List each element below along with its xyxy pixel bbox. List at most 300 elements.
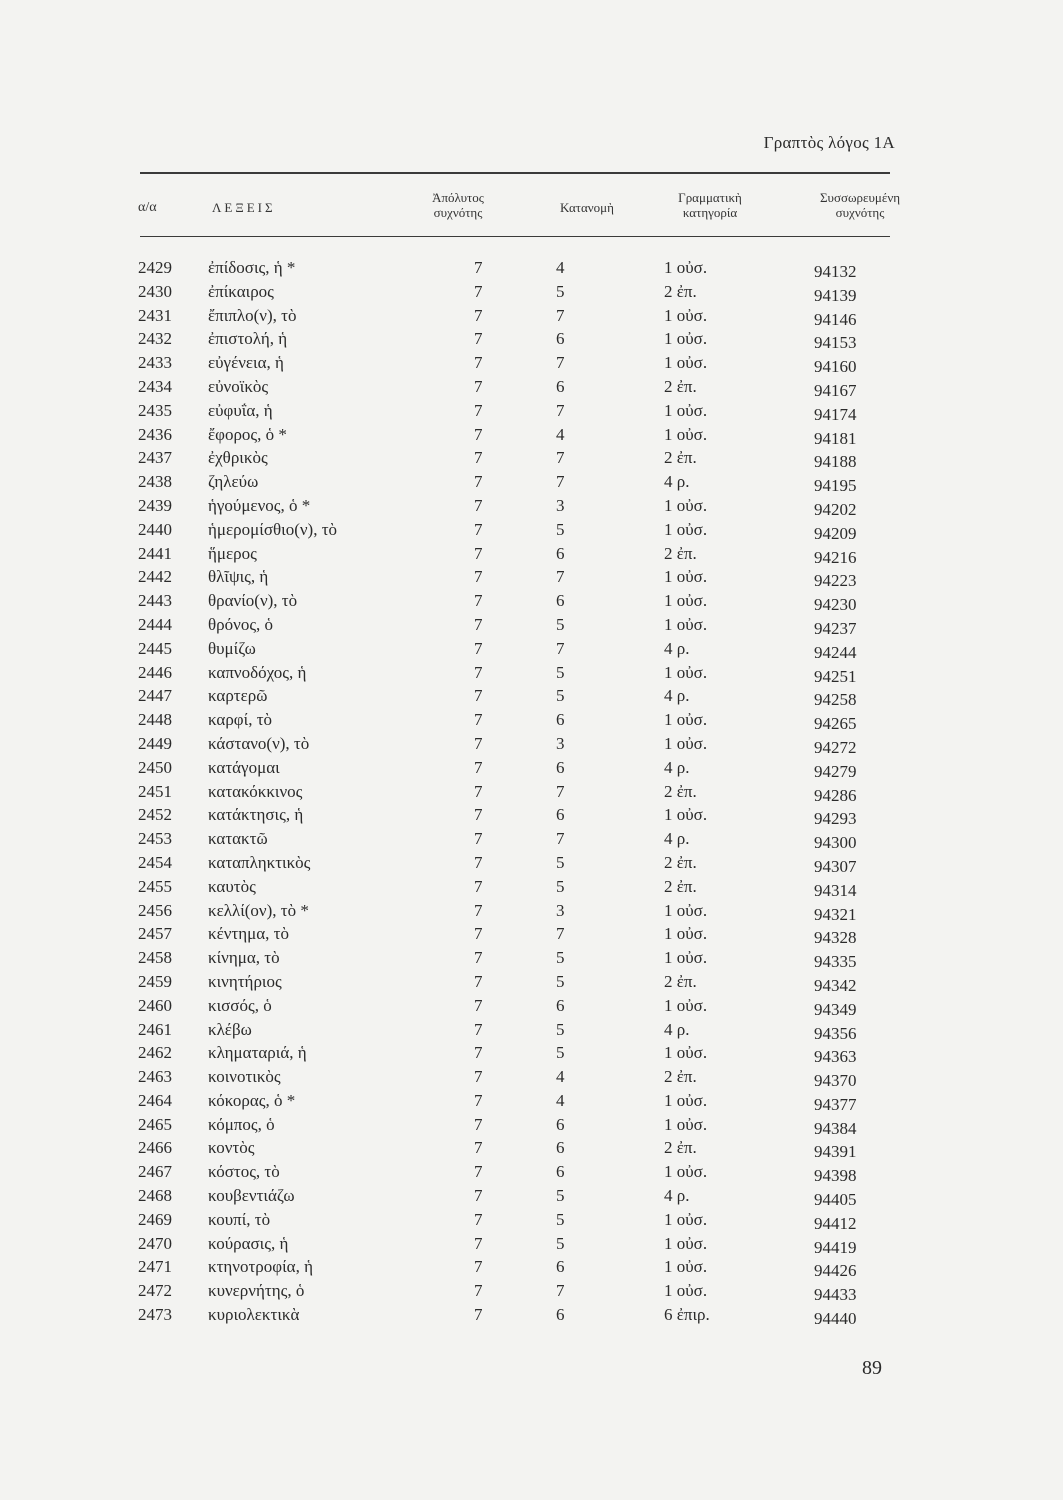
entry-grammar-category: 2 ἐπ.	[664, 1138, 697, 1158]
entry-word: εὐγένεια, ἡ	[208, 353, 284, 373]
entry-word: ἥμερος	[208, 543, 257, 563]
entry-absolute-frequency: 7	[474, 852, 483, 872]
entry-grammar-category: 1 οὐσ.	[664, 662, 708, 682]
entry-absolute-frequency: 7	[474, 1019, 483, 1039]
entry-number: 2445	[138, 638, 172, 658]
entry-word: κόμπος, ὁ	[208, 1114, 275, 1134]
table-row	[0, 306, 1063, 330]
entry-word: κλέβω	[208, 1019, 252, 1039]
entry-distribution: 7	[556, 638, 565, 658]
entry-cumulative-frequency: 94167	[814, 380, 857, 400]
entry-grammar-category: 1 οὐσ.	[664, 614, 708, 634]
entry-number: 2430	[138, 281, 172, 301]
entry-cumulative-frequency: 94377	[814, 1094, 857, 1114]
entry-number: 2437	[138, 448, 172, 468]
column-header-cumulative-line1: Συσσωρευμένη	[819, 190, 901, 205]
entry-cumulative-frequency: 94356	[814, 1023, 857, 1043]
entry-distribution: 6	[556, 995, 565, 1015]
entry-distribution: 3	[556, 495, 565, 515]
entry-number: 2452	[138, 805, 172, 825]
entry-word: κατακτῶ	[208, 829, 268, 849]
entry-grammar-category: 1 οὐσ.	[664, 495, 708, 515]
entry-distribution: 5	[556, 1233, 565, 1253]
entry-word: ἐπίκαιρος	[208, 281, 274, 301]
entry-distribution: 5	[556, 662, 565, 682]
entry-grammar-category: 1 οὐσ.	[664, 1209, 708, 1229]
entry-grammar-category: 1 οὐσ.	[664, 258, 708, 277]
entry-cumulative-frequency: 94251	[814, 666, 857, 686]
entry-grammar-category: 6 ἐπιρ.	[664, 1305, 710, 1325]
table-row	[0, 1091, 1063, 1115]
table-row	[0, 567, 1063, 591]
entry-cumulative-frequency: 94426	[814, 1261, 857, 1281]
entry-absolute-frequency: 7	[474, 1090, 483, 1110]
column-header-grammar-category	[650, 190, 770, 220]
table-row	[0, 520, 1063, 544]
entry-grammar-category: 2 ἐπ.	[664, 281, 697, 301]
entry-number: 2429	[138, 258, 172, 277]
table-row	[0, 282, 1063, 306]
entry-absolute-frequency: 7	[474, 662, 483, 682]
page-number: 89	[862, 1357, 882, 1379]
table-row	[0, 877, 1063, 901]
column-header-absolute-frequency	[408, 190, 508, 220]
entry-grammar-category: 1 οὐσ.	[664, 400, 708, 420]
entry-absolute-frequency: 7	[474, 1186, 483, 1206]
table-row	[0, 805, 1063, 829]
entry-word: καταπληκτικὸς	[208, 852, 311, 872]
entry-cumulative-frequency: 94328	[814, 928, 857, 948]
entry-absolute-frequency: 7	[474, 472, 483, 492]
entry-number: 2472	[138, 1281, 172, 1301]
entry-cumulative-frequency: 94391	[814, 1142, 857, 1162]
entry-distribution: 5	[556, 1209, 565, 1229]
table-row	[0, 1257, 1063, 1281]
entry-absolute-frequency: 7	[474, 591, 483, 611]
entry-number: 2442	[138, 567, 172, 587]
entry-distribution: 5	[556, 1043, 565, 1063]
entry-distribution: 6	[556, 1257, 565, 1277]
header-rule-top	[140, 172, 890, 174]
entry-grammar-category: 2 ἐπ.	[664, 543, 697, 563]
entry-number: 2449	[138, 733, 172, 753]
entry-number: 2433	[138, 353, 172, 373]
entry-grammar-category: 2 ἐπ.	[664, 448, 697, 468]
entry-word: ἔπιπλο(ν), τὸ	[208, 305, 297, 325]
entry-distribution: 5	[556, 876, 565, 896]
entry-absolute-frequency: 7	[474, 781, 483, 801]
entry-number: 2455	[138, 876, 172, 896]
entry-absolute-frequency: 7	[474, 1281, 483, 1301]
entry-cumulative-frequency: 94209	[814, 523, 857, 543]
entry-cumulative-frequency: 94321	[814, 904, 857, 924]
entry-distribution: 6	[556, 710, 565, 730]
entry-grammar-category: 2 ἐπ.	[664, 781, 697, 801]
entry-absolute-frequency: 7	[474, 258, 483, 277]
table-row	[0, 1281, 1063, 1305]
entry-word: κόκορας, ὁ *	[208, 1090, 296, 1110]
entry-grammar-category: 2 ἐπ.	[664, 376, 697, 396]
entry-word: θρανίο(ν), τὸ	[208, 591, 298, 611]
entry-cumulative-frequency: 94433	[814, 1285, 857, 1305]
table-row	[0, 496, 1063, 520]
entry-word: κελλί(ον), τὸ *	[208, 900, 309, 920]
entry-grammar-category: 4 ρ.	[664, 1186, 690, 1206]
entry-word: θρόνος, ὁ	[208, 614, 274, 634]
entry-cumulative-frequency: 94132	[814, 262, 857, 281]
entry-distribution: 7	[556, 781, 565, 801]
entry-number: 2469	[138, 1209, 172, 1229]
entry-word: κατάγομαι	[208, 757, 280, 777]
column-header-cumulative-frequency	[790, 190, 930, 220]
entry-grammar-category: 1 οὐσ.	[664, 1090, 708, 1110]
entry-absolute-frequency: 7	[474, 710, 483, 730]
entry-cumulative-frequency: 94412	[814, 1213, 857, 1233]
entry-grammar-category: 4 ρ.	[664, 1019, 690, 1039]
entry-word: κινητήριος	[208, 971, 282, 991]
entry-absolute-frequency: 7	[474, 1043, 483, 1063]
entry-distribution: 7	[556, 472, 565, 492]
entry-number: 2462	[138, 1043, 172, 1063]
entry-cumulative-frequency: 94384	[814, 1118, 857, 1138]
entry-cumulative-frequency: 94440	[814, 1309, 857, 1329]
table-row	[0, 472, 1063, 496]
entry-distribution: 5	[556, 852, 565, 872]
entry-grammar-category: 1 οὐσ.	[664, 353, 708, 373]
table-row	[0, 758, 1063, 782]
entry-word: ἡμερομίσθιο(ν), τὸ	[208, 519, 338, 539]
entry-cumulative-frequency: 94398	[814, 1166, 857, 1186]
entry-cumulative-frequency: 94405	[814, 1190, 857, 1210]
entry-cumulative-frequency: 94342	[814, 975, 857, 995]
entry-cumulative-frequency: 94146	[814, 309, 857, 329]
table-row	[0, 401, 1063, 425]
entry-distribution: 5	[556, 1019, 565, 1039]
entry-absolute-frequency: 7	[474, 995, 483, 1015]
entry-number: 2459	[138, 971, 172, 991]
entry-number: 2447	[138, 686, 172, 706]
table-row	[0, 544, 1063, 568]
entry-absolute-frequency: 7	[474, 1138, 483, 1158]
entry-absolute-frequency: 7	[474, 686, 483, 706]
entry-grammar-category: 1 οὐσ.	[664, 1043, 708, 1063]
entry-grammar-category: 1 οὐσ.	[664, 1233, 708, 1253]
entry-distribution: 7	[556, 353, 565, 373]
table-row	[0, 734, 1063, 758]
entry-number: 2435	[138, 400, 172, 420]
entry-cumulative-frequency: 94139	[814, 285, 857, 305]
entry-distribution: 6	[556, 1114, 565, 1134]
table-row	[0, 377, 1063, 401]
entry-distribution: 6	[556, 1138, 565, 1158]
entry-cumulative-frequency: 94370	[814, 1071, 857, 1091]
table-row	[0, 901, 1063, 925]
entry-cumulative-frequency: 94181	[814, 428, 857, 448]
entry-word: κυριολεκτικὰ	[208, 1305, 300, 1325]
entry-absolute-frequency: 7	[474, 948, 483, 968]
entry-cumulative-frequency: 94286	[814, 785, 857, 805]
entry-absolute-frequency: 7	[474, 1233, 483, 1253]
entry-number: 2457	[138, 924, 172, 944]
entry-number: 2431	[138, 305, 172, 325]
entry-distribution: 5	[556, 971, 565, 991]
table-row	[0, 615, 1063, 639]
column-header-grammar-line1: Γραμματικὴ	[678, 190, 742, 205]
entry-word: ἐχθρικὸς	[208, 448, 268, 468]
entry-absolute-frequency: 7	[474, 1305, 483, 1325]
entry-absolute-frequency: 7	[474, 614, 483, 634]
table-row	[0, 686, 1063, 710]
entry-distribution: 7	[556, 448, 565, 468]
entry-word: κάστανο(ν), τὸ	[208, 733, 310, 753]
table-row	[0, 829, 1063, 853]
entry-word: κοινοτικὸς	[208, 1067, 281, 1087]
column-header-aa: α/α	[138, 200, 157, 215]
entry-cumulative-frequency: 94202	[814, 499, 857, 519]
entry-word: κοντὸς	[208, 1138, 255, 1158]
entry-absolute-frequency: 7	[474, 353, 483, 373]
entry-number: 2465	[138, 1114, 172, 1134]
entry-number: 2461	[138, 1019, 172, 1039]
entry-distribution: 6	[556, 1305, 565, 1325]
entry-absolute-frequency: 7	[474, 1257, 483, 1277]
entry-grammar-category: 4 ρ.	[664, 472, 690, 492]
entry-distribution: 4	[556, 1090, 565, 1110]
entry-word: κισσός, ὁ	[208, 995, 272, 1015]
table-row	[0, 591, 1063, 615]
entry-distribution: 5	[556, 519, 565, 539]
entry-number: 2454	[138, 852, 172, 872]
entry-distribution: 4	[556, 258, 565, 277]
entry-grammar-category: 4 ρ.	[664, 757, 690, 777]
entry-grammar-category: 2 ἐπ.	[664, 971, 697, 991]
entry-number: 2471	[138, 1257, 172, 1277]
entry-absolute-frequency: 7	[474, 900, 483, 920]
entry-grammar-category: 1 οὐσ.	[664, 1162, 708, 1182]
table-row	[0, 639, 1063, 663]
entry-absolute-frequency: 7	[474, 448, 483, 468]
table-row	[0, 710, 1063, 734]
table-row	[0, 425, 1063, 449]
entry-word: κτηνοτροφία, ἡ	[208, 1257, 313, 1277]
entry-absolute-frequency: 7	[474, 424, 483, 444]
entry-number: 2453	[138, 829, 172, 849]
entry-distribution: 7	[556, 567, 565, 587]
table-row	[0, 1162, 1063, 1186]
entry-number: 2458	[138, 948, 172, 968]
header-rule-bottom	[140, 236, 890, 237]
entry-number: 2446	[138, 662, 172, 682]
table-row	[0, 1067, 1063, 1091]
entry-number: 2460	[138, 995, 172, 1015]
entry-word: κληματαριά, ἡ	[208, 1043, 307, 1063]
column-header-absolute-line2: συχνότης	[433, 205, 483, 220]
entry-absolute-frequency: 7	[474, 519, 483, 539]
frequency-table	[0, 258, 1063, 1329]
entry-distribution: 6	[556, 591, 565, 611]
entry-distribution: 6	[556, 757, 565, 777]
entry-cumulative-frequency: 94272	[814, 737, 857, 757]
entry-grammar-category: 4 ρ.	[664, 829, 690, 849]
table-row	[0, 782, 1063, 806]
column-header-distribution: Κατανομὴ	[560, 200, 614, 215]
entry-number: 2434	[138, 376, 172, 396]
entry-grammar-category: 1 οὐσ.	[664, 900, 708, 920]
entry-distribution: 6	[556, 376, 565, 396]
entry-word: κέντημα, τὸ	[208, 924, 289, 944]
entry-cumulative-frequency: 94244	[814, 642, 857, 662]
table-row	[0, 258, 1063, 282]
entry-distribution: 5	[556, 948, 565, 968]
table-row	[0, 1210, 1063, 1234]
entry-distribution: 7	[556, 924, 565, 944]
entry-distribution: 3	[556, 733, 565, 753]
entry-cumulative-frequency: 94153	[814, 333, 857, 353]
entry-distribution: 6	[556, 805, 565, 825]
entry-word: ἐπιστολή, ἡ	[208, 329, 288, 349]
entry-cumulative-frequency: 94237	[814, 618, 857, 638]
entry-cumulative-frequency: 94230	[814, 595, 857, 615]
table-row	[0, 996, 1063, 1020]
entry-absolute-frequency: 7	[474, 305, 483, 325]
table-row	[0, 948, 1063, 972]
entry-grammar-category: 1 οὐσ.	[664, 519, 708, 539]
entry-grammar-category: 1 οὐσ.	[664, 305, 708, 325]
entry-number: 2451	[138, 781, 172, 801]
entry-absolute-frequency: 7	[474, 543, 483, 563]
table-row	[0, 448, 1063, 472]
entry-word: καρφί, τὸ	[208, 710, 273, 730]
entry-cumulative-frequency: 94195	[814, 476, 857, 496]
entry-grammar-category: 1 οὐσ.	[664, 805, 708, 825]
table-row	[0, 353, 1063, 377]
entry-grammar-category: 1 οὐσ.	[664, 591, 708, 611]
entry-absolute-frequency: 7	[474, 1114, 483, 1134]
entry-distribution: 5	[556, 281, 565, 301]
entry-distribution: 4	[556, 424, 565, 444]
entry-word: κουπί, τὸ	[208, 1209, 271, 1229]
table-row	[0, 329, 1063, 353]
entry-grammar-category: 1 οὐσ.	[664, 948, 708, 968]
entry-distribution: 6	[556, 1162, 565, 1182]
entry-distribution: 7	[556, 1281, 565, 1301]
entry-cumulative-frequency: 94174	[814, 404, 857, 424]
entry-cumulative-frequency: 94419	[814, 1237, 857, 1257]
entry-absolute-frequency: 7	[474, 495, 483, 515]
entry-absolute-frequency: 7	[474, 924, 483, 944]
entry-absolute-frequency: 7	[474, 733, 483, 753]
entry-word: εὐνοϊκὸς	[208, 376, 269, 396]
entry-word: ἔφορος, ὁ *	[208, 424, 287, 444]
entry-number: 2464	[138, 1090, 172, 1110]
entry-cumulative-frequency: 94188	[814, 452, 857, 472]
entry-number: 2467	[138, 1162, 172, 1182]
table-row	[0, 972, 1063, 996]
entry-distribution: 3	[556, 900, 565, 920]
entry-absolute-frequency: 7	[474, 1209, 483, 1229]
entry-absolute-frequency: 7	[474, 1067, 483, 1087]
column-header-cumulative-line2: συχνότης	[835, 205, 885, 220]
entry-word: ζηλεύω	[208, 472, 259, 492]
entry-cumulative-frequency: 94307	[814, 856, 857, 876]
entry-word: ἐπίδοσις, ἡ *	[208, 258, 296, 277]
entry-number: 2444	[138, 614, 172, 634]
entry-cumulative-frequency: 94314	[814, 880, 857, 900]
entry-number: 2463	[138, 1067, 172, 1087]
table-row	[0, 1115, 1063, 1139]
entry-word: κατακόκκινος	[208, 781, 303, 801]
entry-absolute-frequency: 7	[474, 1162, 483, 1182]
table-row	[0, 853, 1063, 877]
entry-distribution: 6	[556, 329, 565, 349]
entry-cumulative-frequency: 94160	[814, 357, 857, 377]
entry-absolute-frequency: 7	[474, 829, 483, 849]
table-row	[0, 1234, 1063, 1258]
column-header-lexeis: ΛΕΞΕΙΣ	[212, 200, 276, 215]
entry-grammar-category: 1 οὐσ.	[664, 995, 708, 1015]
entry-cumulative-frequency: 94335	[814, 952, 857, 972]
entry-grammar-category: 4 ρ.	[664, 686, 690, 706]
entry-cumulative-frequency: 94265	[814, 714, 857, 734]
table-row	[0, 1186, 1063, 1210]
entry-number: 2470	[138, 1233, 172, 1253]
entry-number: 2440	[138, 519, 172, 539]
entry-distribution: 5	[556, 1186, 565, 1206]
entry-word: κόστος, τὸ	[208, 1162, 280, 1182]
entry-distribution: 6	[556, 543, 565, 563]
entry-grammar-category: 1 οὐσ.	[664, 424, 708, 444]
entry-word: κουβεντιάζω	[208, 1186, 295, 1206]
running-head: Γραπτὸς λόγος 1Α	[763, 133, 895, 152]
entry-number: 2439	[138, 495, 172, 515]
entry-grammar-category: 1 οὐσ.	[664, 1257, 708, 1277]
entry-grammar-category: 4 ρ.	[664, 638, 690, 658]
table-row	[0, 663, 1063, 687]
entry-word: κατάκτησις, ἡ	[208, 805, 304, 825]
table-row	[0, 1138, 1063, 1162]
entry-absolute-frequency: 7	[474, 757, 483, 777]
entry-distribution: 5	[556, 686, 565, 706]
entry-cumulative-frequency: 94279	[814, 761, 857, 781]
entry-cumulative-frequency: 94258	[814, 690, 857, 710]
entry-absolute-frequency: 7	[474, 376, 483, 396]
entry-distribution: 4	[556, 1067, 565, 1087]
table-row	[0, 924, 1063, 948]
entry-word: θλῖψις, ἡ	[208, 567, 269, 587]
entry-grammar-category: 1 οὐσ.	[664, 567, 708, 587]
entry-number: 2438	[138, 472, 172, 492]
entry-word: καρτερῶ	[208, 686, 268, 706]
entry-number: 2436	[138, 424, 172, 444]
entry-distribution: 7	[556, 829, 565, 849]
entry-grammar-category: 2 ἐπ.	[664, 1067, 697, 1087]
entry-number: 2448	[138, 710, 172, 730]
entry-cumulative-frequency: 94349	[814, 999, 857, 1019]
entry-number: 2441	[138, 543, 172, 563]
entry-cumulative-frequency: 94300	[814, 833, 857, 853]
table-row	[0, 1020, 1063, 1044]
entry-number: 2456	[138, 900, 172, 920]
entry-word: εὐφυΐα, ἡ	[208, 400, 273, 420]
table-row	[0, 1305, 1063, 1329]
entry-cumulative-frequency: 94223	[814, 571, 857, 591]
entry-number: 2443	[138, 591, 172, 611]
entry-grammar-category: 1 οὐσ.	[664, 1114, 708, 1134]
entry-word: κούρασις, ἡ	[208, 1233, 289, 1253]
entry-number: 2473	[138, 1305, 172, 1325]
entry-number: 2466	[138, 1138, 172, 1158]
entry-number: 2468	[138, 1186, 172, 1206]
